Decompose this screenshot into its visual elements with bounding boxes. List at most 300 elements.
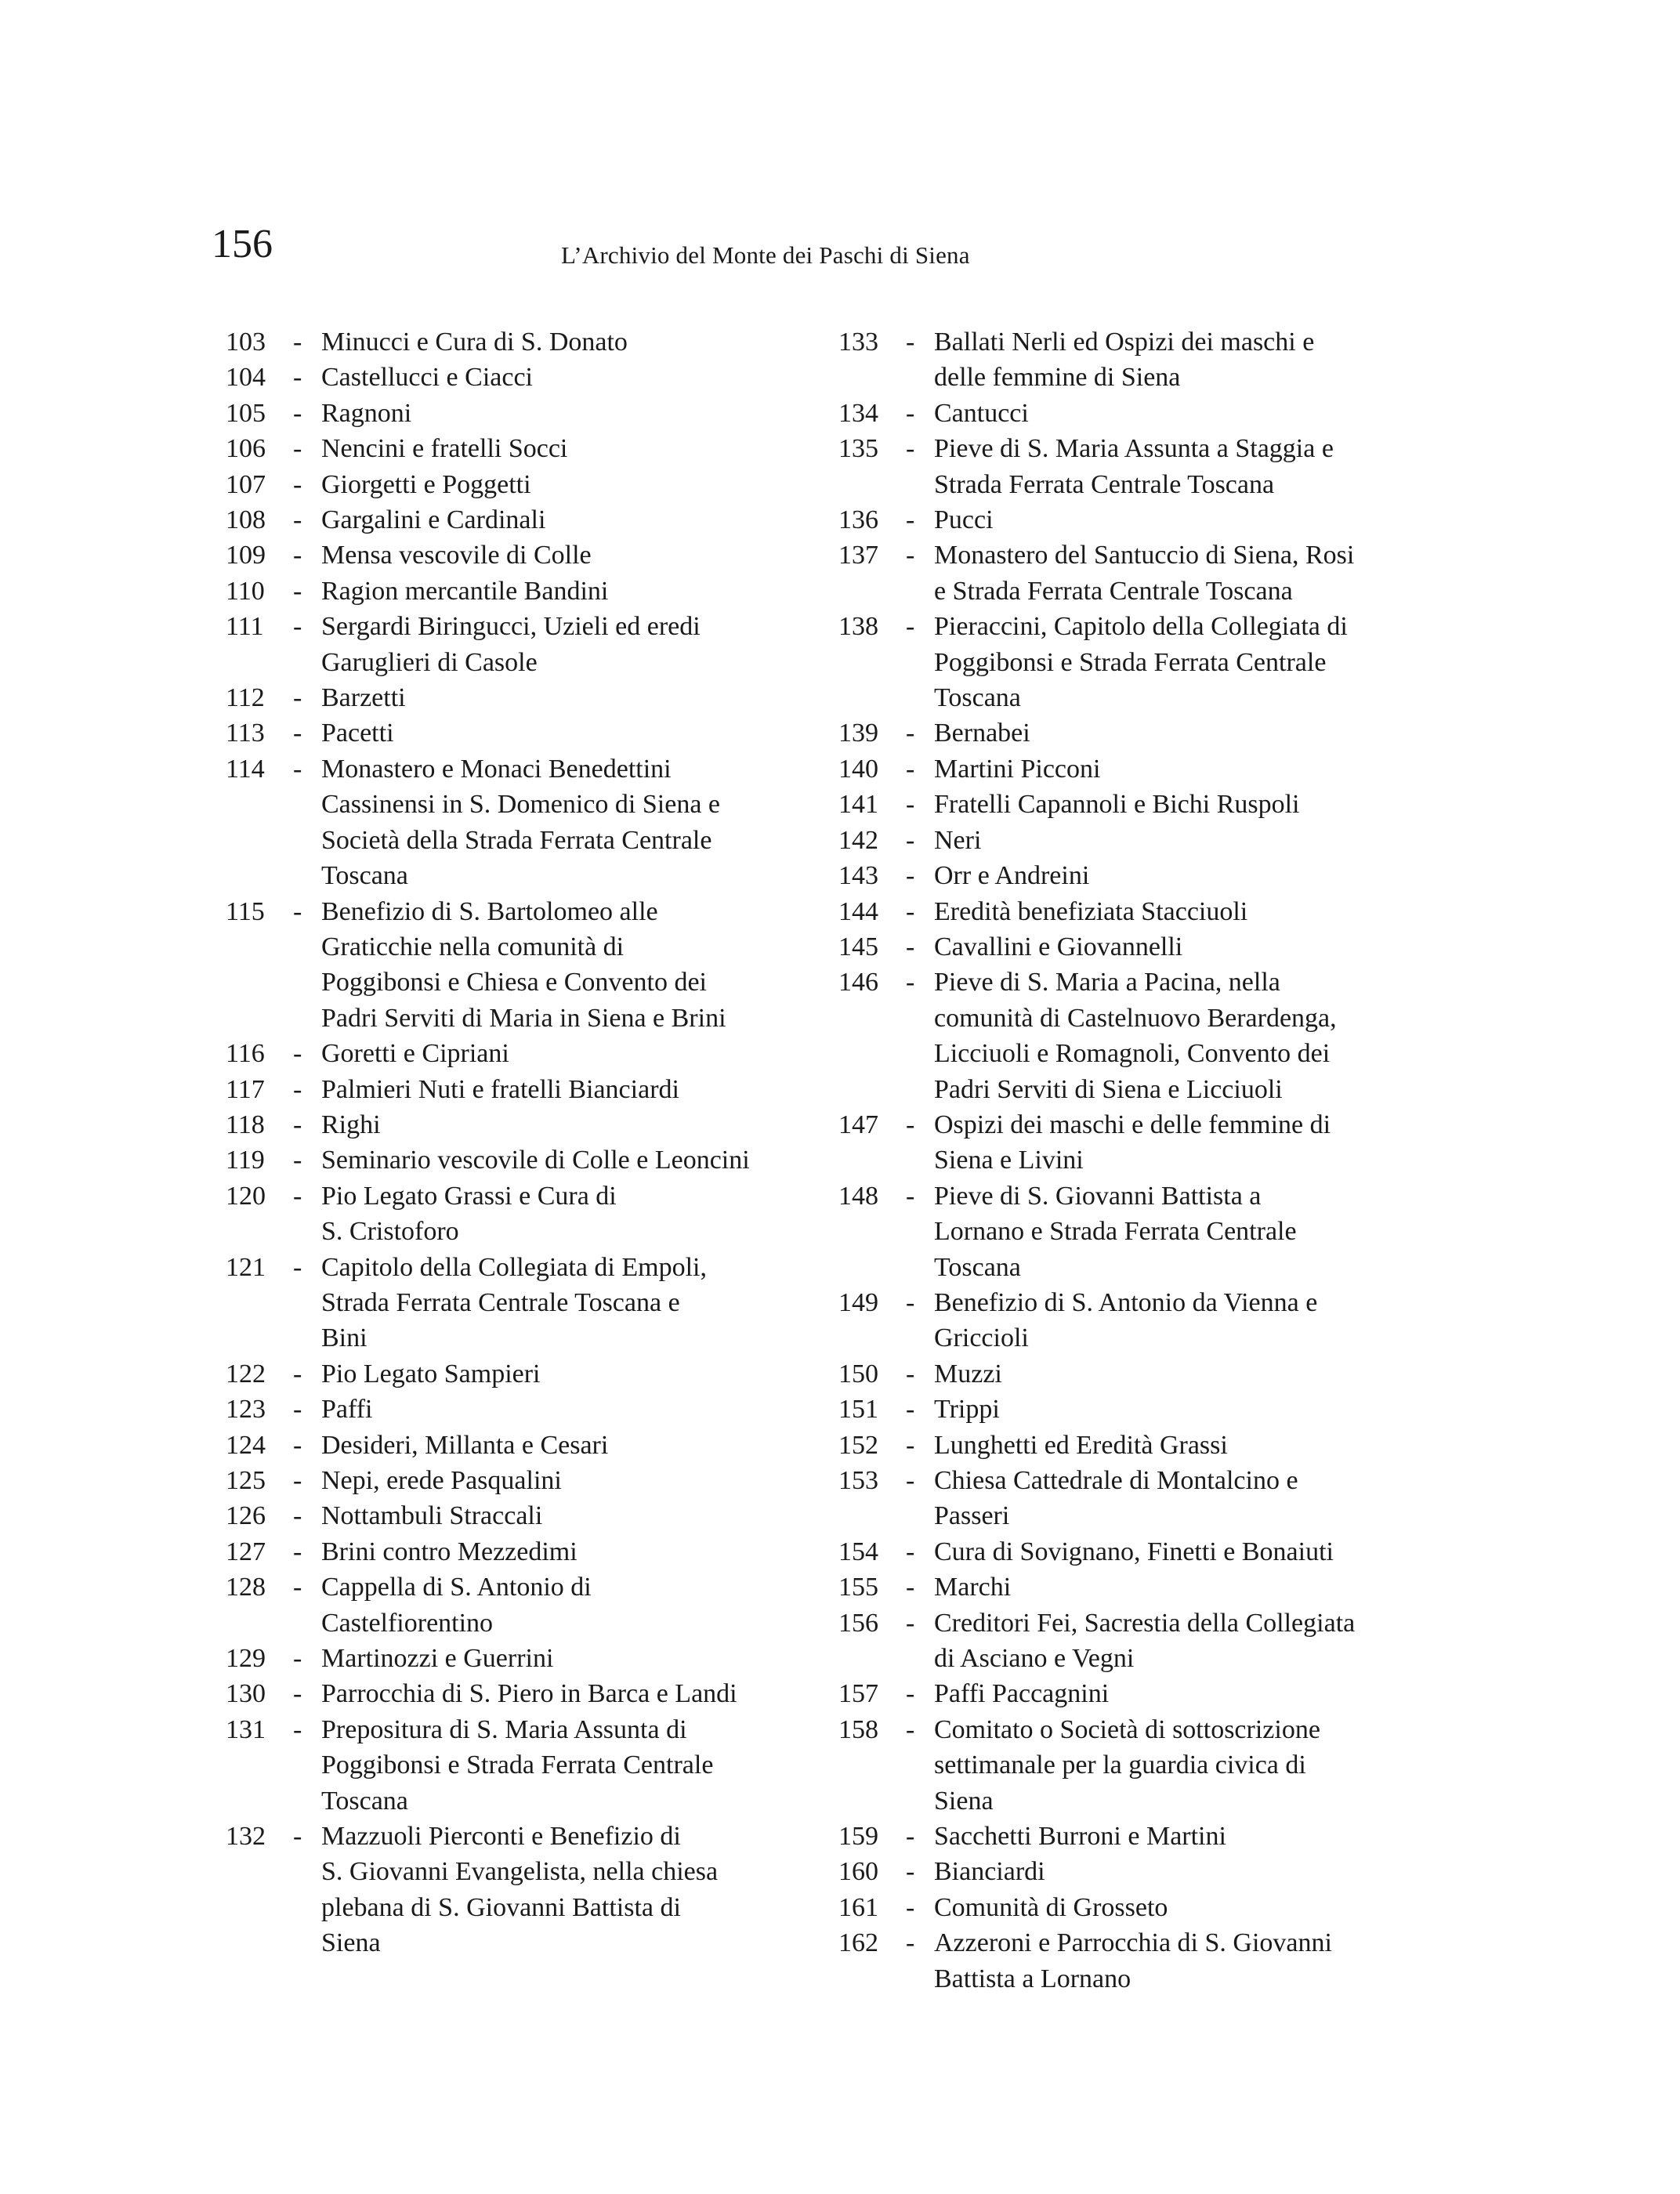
entry-text-line: Lunghetti ed Eredità Grassi bbox=[934, 1430, 1228, 1460]
entry-text-line: Castellucci e Ciacci bbox=[321, 363, 533, 393]
entry-number: 117 bbox=[226, 1074, 265, 1104]
entry-number: 118 bbox=[226, 1110, 265, 1139]
entry-text-line: S. Cristoforo bbox=[321, 1217, 459, 1247]
entry-text bbox=[321, 431, 567, 466]
entry-number: 152 bbox=[838, 1430, 878, 1460]
entry-number: 124 bbox=[226, 1430, 266, 1460]
entry-text bbox=[934, 1285, 1317, 1356]
list-item bbox=[838, 1534, 1403, 1569]
list-item bbox=[226, 1428, 790, 1463]
entry-text bbox=[934, 396, 1029, 431]
entry-text-line: Giorgetti e Poggetti bbox=[321, 469, 531, 499]
entry-text bbox=[934, 324, 1314, 396]
entry-text-line: di Asciano e Vegni bbox=[934, 1644, 1135, 1674]
entry-text-line: Poggibonsi e Strada Ferrata Centrale bbox=[321, 1750, 714, 1780]
entry-text-line: Ragnoni bbox=[321, 398, 412, 428]
entry-text-line: Cassinensi in S. Domenico di Siena e bbox=[321, 790, 721, 820]
entry-number: 147 bbox=[838, 1110, 878, 1139]
entry-text bbox=[934, 1463, 1298, 1534]
entry-text-line: Cura di Sovignano, Finetti e Bonaiuti bbox=[934, 1537, 1334, 1566]
entry-number: 108 bbox=[226, 505, 266, 535]
entry-text-line: Trippi bbox=[934, 1395, 1000, 1425]
entry-separator: - bbox=[293, 1181, 302, 1211]
entry-text-line: Pucci bbox=[934, 505, 994, 535]
entry-number: 114 bbox=[226, 754, 265, 784]
entry-text-line: Paffi Paccagnini bbox=[934, 1679, 1110, 1709]
entry-text bbox=[321, 1712, 713, 1819]
entry-separator: - bbox=[906, 398, 915, 428]
entry-number: 142 bbox=[838, 825, 878, 855]
entry-number: 109 bbox=[226, 541, 266, 570]
list-item bbox=[838, 1854, 1403, 1889]
entry-text bbox=[934, 787, 1300, 822]
list-item bbox=[838, 431, 1403, 502]
entry-number: 160 bbox=[838, 1857, 878, 1887]
list-item bbox=[838, 1712, 1403, 1819]
entry-separator: - bbox=[906, 434, 915, 464]
entry-separator: - bbox=[293, 683, 302, 713]
entry-text-line: Minucci e Cura di S. Donato bbox=[321, 328, 628, 357]
entry-number: 130 bbox=[226, 1679, 266, 1709]
list-item bbox=[838, 1392, 1403, 1427]
entry-text-line: Sacchetti Burroni e Martini bbox=[934, 1822, 1226, 1852]
entry-number: 119 bbox=[226, 1146, 265, 1175]
list-item bbox=[226, 1819, 790, 1961]
entry-text-line: Martini Picconi bbox=[934, 754, 1101, 784]
entry-text bbox=[934, 965, 1337, 1107]
list-item bbox=[838, 965, 1403, 1107]
entry-text bbox=[934, 894, 1247, 929]
right-column-list bbox=[838, 324, 1403, 1997]
list-item bbox=[226, 1641, 790, 1676]
entry-number: 150 bbox=[838, 1359, 878, 1388]
entry-separator: - bbox=[293, 1110, 302, 1139]
list-item bbox=[838, 1107, 1403, 1178]
entry-text-line: Strada Ferrata Centrale Toscana bbox=[934, 469, 1275, 499]
entry-number: 103 bbox=[226, 328, 266, 357]
entry-number: 107 bbox=[226, 469, 266, 499]
entry-number: 145 bbox=[838, 932, 878, 961]
entry-number: 137 bbox=[838, 541, 878, 570]
entry-separator: - bbox=[293, 612, 302, 642]
list-item bbox=[838, 1569, 1403, 1605]
entry-number: 156 bbox=[838, 1608, 878, 1638]
list-item bbox=[838, 929, 1403, 965]
entry-text bbox=[934, 1428, 1228, 1463]
entry-separator: - bbox=[906, 1430, 915, 1460]
entry-text-line: Mensa vescovile di Colle bbox=[321, 541, 592, 570]
entry-number: 116 bbox=[226, 1039, 265, 1069]
entry-number: 151 bbox=[838, 1395, 878, 1425]
list-item bbox=[226, 1498, 790, 1533]
entry-text-line: Poggibonsi e Chiesa e Convento dei bbox=[321, 968, 708, 997]
entry-text-line: Siena e Livini bbox=[934, 1146, 1084, 1175]
entry-separator: - bbox=[293, 719, 302, 748]
page-number: 156 bbox=[212, 222, 273, 266]
list-item bbox=[226, 431, 790, 466]
entry-text-line: Seminario vescovile di Colle e Leoncini bbox=[321, 1146, 750, 1175]
entry-text bbox=[321, 574, 608, 609]
entry-number: 132 bbox=[226, 1822, 266, 1852]
entry-text-line: Licciuoli e Romagnoli, Convento dei bbox=[934, 1039, 1331, 1069]
entry-text bbox=[321, 1036, 509, 1071]
entry-text-line: Nepi, erede Pasqualini bbox=[321, 1466, 562, 1495]
list-item bbox=[838, 1606, 1403, 1677]
entry-number: 144 bbox=[838, 896, 878, 926]
list-item bbox=[838, 538, 1403, 609]
list-item bbox=[838, 858, 1403, 893]
list-item bbox=[838, 1819, 1403, 1854]
entry-text-line: Marchi bbox=[934, 1573, 1012, 1602]
list-item bbox=[838, 609, 1403, 715]
entry-separator: - bbox=[293, 505, 302, 535]
entry-number: 122 bbox=[226, 1359, 266, 1388]
entry-text bbox=[934, 1925, 1332, 1997]
entry-text-line: Neri bbox=[934, 825, 982, 855]
entry-separator: - bbox=[906, 1608, 915, 1638]
entry-text-line: Sergardi Biringucci, Uzieli ed eredi bbox=[321, 612, 701, 642]
entry-separator: - bbox=[906, 612, 915, 642]
entry-text bbox=[934, 1569, 1011, 1605]
entry-separator: - bbox=[293, 1146, 302, 1175]
entry-text-line: Pieve di S. Maria Assunta a Staggia e bbox=[934, 434, 1334, 464]
entry-text-line: Ospizi dei maschi e delle femmine di bbox=[934, 1110, 1331, 1139]
entry-text bbox=[934, 823, 981, 858]
entry-number: 161 bbox=[838, 1892, 878, 1922]
entry-text-line: Padri Serviti di Siena e Licciuoli bbox=[934, 1074, 1283, 1104]
entry-text bbox=[934, 751, 1100, 787]
entry-text-line: Righi bbox=[321, 1110, 381, 1139]
entry-text-line: Desideri, Millanta e Cesari bbox=[321, 1430, 609, 1460]
entry-text bbox=[321, 1178, 617, 1250]
entry-text-line: Toscana bbox=[321, 861, 408, 891]
entry-text-line: Monastero del Santuccio di Siena, Rosi bbox=[934, 541, 1355, 570]
entry-text bbox=[934, 538, 1354, 609]
entry-text-line: Toscana bbox=[321, 1786, 408, 1816]
entry-separator: - bbox=[906, 896, 915, 926]
entry-text-line: Martinozzi e Guerrini bbox=[321, 1644, 554, 1674]
list-item bbox=[226, 1072, 790, 1107]
entry-text-line: delle femmine di Siena bbox=[934, 363, 1181, 393]
entry-text-line: Pieraccini, Capitolo della Collegiata di bbox=[934, 612, 1348, 642]
entry-number: 134 bbox=[838, 398, 878, 428]
entry-separator: - bbox=[293, 1430, 302, 1460]
entry-text bbox=[934, 1356, 1002, 1392]
entry-text-line: Ballati Nerli ed Ospizi dei maschi e bbox=[934, 328, 1315, 357]
entry-text-line: Pieve di S. Maria a Pacina, nella bbox=[934, 968, 1280, 997]
list-item bbox=[226, 467, 790, 502]
list-item bbox=[838, 324, 1403, 396]
entry-text bbox=[321, 1107, 381, 1142]
entry-text bbox=[934, 1392, 1000, 1427]
entry-number: 149 bbox=[838, 1287, 878, 1317]
entry-text-line: Toscana bbox=[934, 1252, 1021, 1282]
entry-separator: - bbox=[906, 1714, 915, 1744]
entry-separator: - bbox=[906, 1573, 915, 1602]
entry-number: 158 bbox=[838, 1714, 878, 1744]
entry-separator: - bbox=[293, 1822, 302, 1852]
entry-number: 135 bbox=[838, 434, 878, 464]
entry-text bbox=[321, 1819, 718, 1961]
entry-text bbox=[321, 1392, 372, 1427]
entry-text bbox=[321, 680, 406, 715]
entry-number: 106 bbox=[226, 434, 266, 464]
entry-separator: - bbox=[906, 505, 915, 535]
entry-text-line: Pio Legato Grassi e Cura di bbox=[321, 1181, 617, 1211]
list-item bbox=[226, 715, 790, 751]
entry-text-line: Muzzi bbox=[934, 1359, 1002, 1388]
entry-text bbox=[934, 502, 994, 538]
entry-separator: - bbox=[293, 1039, 302, 1069]
entry-text-line: Fratelli Capannoli e Bichi Ruspoli bbox=[934, 790, 1300, 820]
entry-text-line: settimanale per la guardia civica di bbox=[934, 1750, 1306, 1780]
entry-number: 133 bbox=[838, 328, 878, 357]
entry-separator: - bbox=[906, 328, 915, 357]
entry-text bbox=[321, 1250, 707, 1356]
entry-text bbox=[934, 1890, 1168, 1925]
entry-number: 143 bbox=[838, 861, 878, 891]
entry-text-line: Benefizio di S. Antonio da Vienna e bbox=[934, 1287, 1318, 1317]
list-item bbox=[838, 1356, 1403, 1392]
entry-separator: - bbox=[906, 541, 915, 570]
list-item bbox=[838, 1428, 1403, 1463]
list-item bbox=[838, 1890, 1403, 1925]
entry-text-line: Lornano e Strada Ferrata Centrale bbox=[934, 1217, 1297, 1247]
entry-number: 127 bbox=[226, 1537, 266, 1566]
entry-separator: - bbox=[293, 541, 302, 570]
entry-text bbox=[321, 396, 411, 431]
entry-text-line: e Strada Ferrata Centrale Toscana bbox=[934, 576, 1293, 606]
entry-separator: - bbox=[906, 1822, 915, 1852]
entry-number: 140 bbox=[838, 754, 878, 784]
entry-number: 138 bbox=[838, 612, 878, 642]
list-item bbox=[838, 1925, 1403, 1997]
entry-text bbox=[934, 1107, 1331, 1178]
list-item bbox=[226, 609, 790, 680]
entry-separator: - bbox=[293, 1573, 302, 1602]
entry-text bbox=[321, 502, 545, 538]
entry-text-line: Cavallini e Giovannelli bbox=[934, 932, 1183, 961]
entry-text bbox=[321, 324, 628, 360]
list-item bbox=[838, 1676, 1403, 1711]
list-item bbox=[838, 1178, 1403, 1285]
entry-text-line: Pio Legato Sampieri bbox=[321, 1359, 541, 1388]
entry-text bbox=[321, 538, 592, 573]
entry-text-line: Parrocchia di S. Piero in Barca e Landi bbox=[321, 1679, 737, 1709]
entry-text bbox=[321, 360, 533, 395]
entry-separator: - bbox=[293, 1252, 302, 1282]
entry-separator: - bbox=[906, 1928, 915, 1958]
entry-number: 115 bbox=[226, 896, 265, 926]
entry-text-line: Nottambuli Straccali bbox=[321, 1501, 543, 1531]
list-item bbox=[226, 574, 790, 609]
entry-text-line: Griccioli bbox=[934, 1323, 1029, 1353]
entry-text bbox=[321, 751, 720, 894]
entry-text-line: Goretti e Cipriani bbox=[321, 1039, 509, 1069]
entry-text bbox=[321, 467, 531, 502]
entry-text bbox=[934, 929, 1182, 965]
entry-text-line: Garuglieri di Casole bbox=[321, 647, 538, 677]
entry-separator: - bbox=[906, 754, 915, 784]
entry-number: 111 bbox=[226, 612, 264, 642]
entry-text-line: Nencini e fratelli Socci bbox=[321, 434, 568, 464]
entry-separator: - bbox=[293, 576, 302, 606]
list-item bbox=[838, 1285, 1403, 1356]
entry-separator: - bbox=[906, 1110, 915, 1139]
entry-text bbox=[934, 1819, 1226, 1854]
entry-text-line: Pacetti bbox=[321, 719, 394, 748]
entry-separator: - bbox=[906, 1181, 915, 1211]
entry-number: 159 bbox=[838, 1822, 878, 1852]
entry-text bbox=[321, 1142, 750, 1178]
entry-separator: - bbox=[906, 1395, 915, 1425]
entry-text bbox=[321, 1676, 737, 1711]
entry-text-line: Siena bbox=[321, 1928, 381, 1958]
entry-text-line: Benefizio di S. Bartolomeo alle bbox=[321, 896, 658, 926]
entry-text bbox=[934, 715, 1030, 751]
entry-separator: - bbox=[906, 790, 915, 820]
entry-number: 157 bbox=[838, 1679, 878, 1709]
entry-text-line: Siena bbox=[934, 1786, 994, 1816]
entry-text bbox=[321, 609, 701, 680]
list-item bbox=[226, 538, 790, 573]
entry-number: 139 bbox=[838, 719, 878, 748]
entry-text-line: Prepositura di S. Maria Assunta di bbox=[321, 1714, 687, 1744]
entry-text-line: Passeri bbox=[934, 1501, 1010, 1531]
entry-text-line: Comunità di Grosseto bbox=[934, 1892, 1168, 1922]
entry-number: 162 bbox=[838, 1928, 878, 1958]
entry-text bbox=[321, 1569, 592, 1641]
entry-text-line: Ragion mercantile Bandini bbox=[321, 576, 609, 606]
entry-separator: - bbox=[906, 1287, 915, 1317]
entry-number: 146 bbox=[838, 968, 878, 997]
entry-separator: - bbox=[906, 968, 915, 997]
entry-text bbox=[934, 1676, 1109, 1711]
entry-text-line: Bernabei bbox=[934, 719, 1030, 748]
running-title: L’Archivio del Monte dei Paschi di Siena bbox=[561, 241, 970, 269]
list-item bbox=[226, 1036, 790, 1071]
entry-text-line: Cantucci bbox=[934, 398, 1029, 428]
list-item bbox=[226, 1463, 790, 1498]
entry-number: 131 bbox=[226, 1714, 266, 1744]
entry-separator: - bbox=[293, 896, 302, 926]
entry-separator: - bbox=[293, 434, 302, 464]
list-item bbox=[838, 1463, 1403, 1534]
entry-text bbox=[321, 1498, 542, 1533]
entry-text-line: Mazzuoli Pierconti e Benefizio di bbox=[321, 1822, 681, 1852]
entry-text bbox=[321, 1463, 562, 1498]
entry-separator: - bbox=[906, 1679, 915, 1709]
left-column-list bbox=[226, 324, 790, 1961]
entry-text-line: Strada Ferrata Centrale Toscana e bbox=[321, 1287, 680, 1317]
entry-separator: - bbox=[906, 825, 915, 855]
list-item bbox=[838, 396, 1403, 431]
entry-separator: - bbox=[906, 1892, 915, 1922]
entry-number: 129 bbox=[226, 1644, 266, 1674]
entry-text-line: Palmieri Nuti e fratelli Bianciardi bbox=[321, 1074, 679, 1104]
entry-text-line: plebana di S. Giovanni Battista di bbox=[321, 1892, 681, 1922]
entry-text bbox=[321, 1641, 553, 1676]
entry-separator: - bbox=[293, 1074, 302, 1104]
entry-number: 126 bbox=[226, 1501, 266, 1531]
entry-text-line: Barzetti bbox=[321, 683, 406, 713]
list-item bbox=[226, 396, 790, 431]
entry-text-line: Battista a Lornano bbox=[934, 1964, 1131, 1993]
entry-text-line: Eredità benefiziata Stacciuoli bbox=[934, 896, 1248, 926]
entry-text-line: Bianciardi bbox=[934, 1857, 1045, 1887]
entry-text bbox=[321, 1356, 541, 1392]
entry-text-line: Società della Strada Ferrata Centrale bbox=[321, 825, 712, 855]
entry-number: 113 bbox=[226, 719, 265, 748]
list-item bbox=[226, 1569, 790, 1641]
entry-separator: - bbox=[906, 932, 915, 961]
entry-separator: - bbox=[293, 1537, 302, 1566]
entry-text-line: Bini bbox=[321, 1323, 368, 1353]
entry-number: 148 bbox=[838, 1181, 878, 1211]
entry-text-line: Azzeroni e Parrocchia di S. Giovanni bbox=[934, 1928, 1332, 1958]
list-item bbox=[226, 360, 790, 395]
entry-text-line: Poggibonsi e Strada Ferrata Centrale bbox=[934, 647, 1327, 677]
entry-text bbox=[934, 1712, 1320, 1819]
entry-text-line: comunità di Castelnuovo Berardenga, bbox=[934, 1003, 1337, 1033]
list-item bbox=[226, 1676, 790, 1711]
entry-number: 154 bbox=[838, 1537, 878, 1566]
entry-separator: - bbox=[293, 1714, 302, 1744]
entry-separator: - bbox=[293, 1644, 302, 1674]
entry-separator: - bbox=[293, 1501, 302, 1531]
entry-text bbox=[321, 1534, 578, 1569]
entry-text-line: Cappella di S. Antonio di bbox=[321, 1573, 592, 1602]
entry-text-line: Toscana bbox=[934, 683, 1021, 713]
entry-number: 120 bbox=[226, 1181, 266, 1211]
entry-number: 104 bbox=[226, 363, 266, 393]
list-item bbox=[226, 1392, 790, 1427]
entry-separator: - bbox=[906, 1537, 915, 1566]
entry-number: 121 bbox=[226, 1252, 266, 1282]
list-item bbox=[838, 715, 1403, 751]
list-item bbox=[226, 680, 790, 715]
entry-text bbox=[934, 1178, 1297, 1285]
entry-separator: - bbox=[293, 363, 302, 393]
entry-text bbox=[934, 609, 1348, 715]
entry-text bbox=[321, 1428, 608, 1463]
list-item bbox=[838, 751, 1403, 787]
list-item bbox=[226, 1356, 790, 1392]
entry-text bbox=[934, 1854, 1045, 1889]
list-item bbox=[226, 1534, 790, 1569]
entry-text bbox=[934, 858, 1089, 893]
entry-number: 105 bbox=[226, 398, 266, 428]
entry-separator: - bbox=[293, 754, 302, 784]
entry-text-line: Monastero e Monaci Benedettini bbox=[321, 754, 672, 784]
list-item bbox=[838, 502, 1403, 538]
entry-separator: - bbox=[293, 398, 302, 428]
entry-text-line: Orr e Andreini bbox=[934, 861, 1090, 891]
entry-text bbox=[934, 1606, 1355, 1677]
entry-text bbox=[321, 715, 394, 751]
list-item bbox=[226, 502, 790, 538]
entry-number: 110 bbox=[226, 576, 265, 606]
entry-separator: - bbox=[293, 1466, 302, 1495]
entry-number: 136 bbox=[838, 505, 878, 535]
entry-text-line: Paffi bbox=[321, 1395, 373, 1425]
list-item bbox=[838, 894, 1403, 929]
list-item bbox=[226, 751, 790, 894]
entry-number: 153 bbox=[838, 1466, 878, 1495]
list-item bbox=[226, 894, 790, 1037]
entry-text-line: Chiesa Cattedrale di Montalcino e bbox=[934, 1466, 1298, 1495]
entry-separator: - bbox=[906, 1857, 915, 1887]
